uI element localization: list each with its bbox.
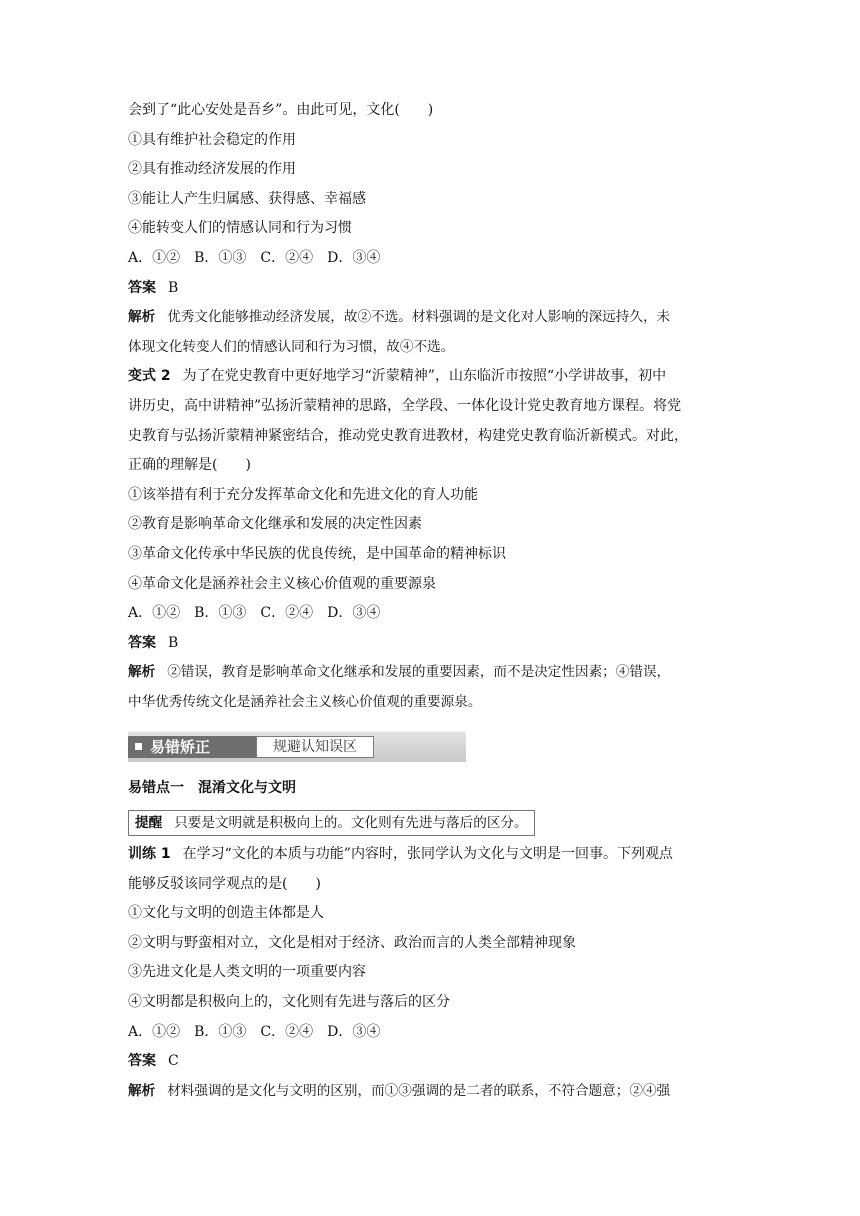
stem-text: 讲历史，高中讲精神”弘扬沂蒙精神的思路，全学段、一体化设计党史教育地方课程。将党 — [128, 397, 682, 414]
banner-title — [128, 736, 256, 758]
option-4: ④文明都是积极向上的，文化则有先进与落后的区分 — [128, 994, 450, 1011]
answer-line — [128, 629, 740, 659]
analysis-label: 解析 — [128, 1082, 156, 1099]
analysis-block — [128, 658, 740, 717]
tip-text: 只要是文明就是积极向上的。文化则有先进与落后的区分。 — [174, 815, 528, 832]
answer-value: B — [168, 634, 179, 651]
question-stem: 会到了“此心安处是吾乡”。由此可见，文化( ) — [128, 102, 434, 118]
answer-choices: A．①② B．①③ C．②④ D．③④ — [128, 605, 381, 622]
stem-text: 在学习“文化的本质与功能”内容时，张同学认为文化与文明是一回事。下列观点 — [182, 846, 673, 863]
section-banner — [128, 731, 466, 762]
analysis-block — [128, 303, 740, 362]
answer-choices: A．①② B．①③ C．②④ D．③④ — [128, 1023, 381, 1040]
option-3: ③能让人产生归属感、获得感、幸福感 — [128, 190, 366, 207]
option-1: ①具有维护社会稳定的作用 — [128, 131, 296, 148]
banner-subtitle: 规避认知误区 — [256, 736, 374, 758]
option-2: ②文明与野蛮相对立，文化是相对于经济、政治而言的人类全部精神现象 — [128, 934, 576, 951]
error-point-title: 易错点一 混淆文化与文明 — [128, 780, 296, 797]
answer-value: B — [168, 279, 179, 296]
answer-line — [128, 1047, 740, 1077]
answer-label: 答案 — [128, 634, 156, 651]
analysis-text: 优秀文化能够推动经济发展，故②不选。材料强调的是文化对人影响的深远持久，未 — [167, 309, 671, 326]
answer-label: 答案 — [128, 279, 156, 296]
tip-label: 提醒 — [135, 815, 163, 832]
option-2: ②教育是影响革命文化继承和发展的决定性因素 — [128, 516, 422, 533]
analysis-label: 解析 — [128, 309, 156, 326]
option-3: ③革命文化传承中华民族的优良传统，是中国革命的精神标识 — [128, 545, 506, 562]
analysis-text: 中华优秀传统文化是涵养社会主义核心价值观的重要源泉。 — [128, 693, 482, 710]
banner-title-text: 易错矫正 — [150, 738, 211, 757]
option-1: ①文化与文明的创造主体都是人 — [128, 905, 324, 922]
analysis-text: ②错误，教育是影响革命文化继承和发展的重要因素，而不是决定性因素；④错误， — [167, 664, 671, 681]
square-bullet-icon — [135, 743, 142, 750]
analysis-text: 材料强调的是文化与文明的区别，而①③强调的是二者的联系，不符合题意；②④强 — [167, 1082, 671, 1099]
option-4: ④革命文化是涵养社会主义核心价值观的重要源泉 — [128, 575, 436, 592]
answer-choices: A．①② B．①③ C．②④ D．③④ — [128, 249, 381, 266]
option-4: ④能转变人们的情感认同和行为习惯 — [128, 220, 352, 237]
analysis-text: 体现文化转变人们的情感认同和行为习惯，故④不选。 — [128, 338, 455, 355]
stem-text: 正确的理解是( ) — [128, 457, 251, 474]
document-page — [128, 96, 740, 1106]
training-label: 训练 1 — [128, 846, 171, 863]
training-stem — [128, 840, 740, 899]
variant-label: 变式 2 — [128, 368, 171, 385]
stem-text: 史教育与弘扬沂蒙精神紧密结合，推动党史教育进教材，构建党史教育临沂新模式。对此， — [128, 427, 688, 444]
answer-label: 答案 — [128, 1053, 156, 1070]
variant-stem — [128, 362, 740, 480]
tip-box — [128, 810, 535, 836]
option-3: ③先进文化是人类文明的一项重要内容 — [128, 964, 366, 981]
stem-text: 为了在党史教育中更好地学习“沂蒙精神”，山东临沂市按照“小学讲故事，初中 — [182, 368, 667, 385]
option-1: ①该举措有利于充分发挥革命文化和先进文化的育人功能 — [128, 486, 478, 503]
answer-value: C — [168, 1053, 179, 1070]
stem-text: 能够反驳该同学观点的是( ) — [128, 875, 321, 892]
analysis-label: 解析 — [128, 664, 156, 681]
answer-line — [128, 274, 740, 304]
analysis-block — [128, 1077, 740, 1107]
option-2: ②具有推动经济发展的作用 — [128, 161, 296, 178]
